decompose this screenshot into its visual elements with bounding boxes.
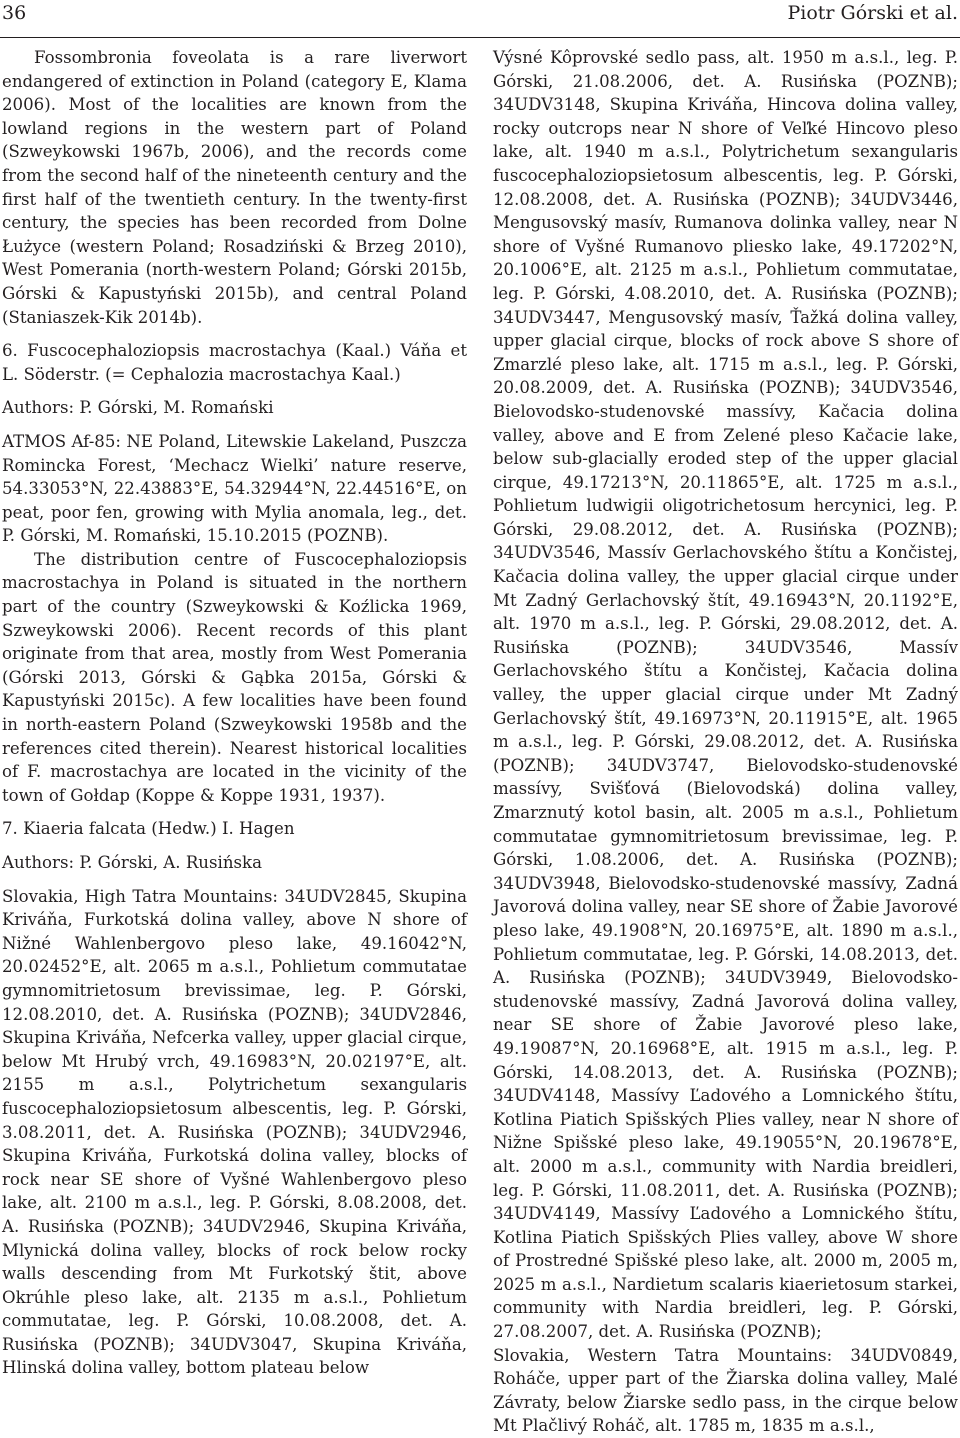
section-6-record: ATMOS Af-85: NE Poland, Litewskie Lakeland, Puszcza Romincka Forest, ‘Mechacz Wielki’ nature reserve, 54.33053°N, 22.43883°E, 54.32944°N, 22.44516°E, on peat, poor fen, growing with Mylia anomala, leg., det. P. Górski, M. Romański, 15.10.2015 (POZNB). <box>2 431 467 546</box>
page-number: 36 <box>2 2 27 24</box>
header-rule <box>0 37 960 38</box>
section-6-discussion: The distribution centre of Fuscocephaloziopsis macrostachya in Poland is situated in the northern part of the country (Szweykowski & Koźlicka 1969, Szweykowski 2006). Recent records of this plant originate from that area, mostly from West Pomerania (Górski 2013, Górski & Gąbka 2015a, Górski & Kapustyński 2015c). A few localities have been found in north-eastern Poland (Szweykowski 1958b and the references cited therein). Nearest historical localities of F. macrostachya are located in the vicinity of the town of Gołdap (Koppe & Koppe 1931, 1937). <box>2 549 467 805</box>
running-head: Piotr Górski et al. <box>787 2 958 24</box>
section-7-records-continued: Výsné Kôprovské sedlo pass, alt. 1950 m a.s.l., leg. P. Górski, 21.08.2006, det. A. Rusińska (POZNB); 34UDV3148, Skupina Kriváňa, Hincova dolina valley, rocky outcrops near N shore of Veľké Hincovo pleso lake, alt. 1940 m a.s.l., Polytrichetum sexangularis fuscocephaloziopsietosum albescentis, leg. P. Górski, 12.08.2008, det. A. Rusińska (POZNB); 34UDV3446, Mengusovský masív, Rumanova dolinka valley, near N shore of Vyšné Rumanovo pliesko lake, 49.17202°N, 20.1006°E, alt. 2125 m a.s.l., Pohlietum commutatae, leg. P. Górski, 4.08.2010, det. A. Rusińska (POZNB); 34UDV3447, Mengusovský masív, Ťažká dolina valley, upper glacial cirque, blocks of rock above S shore of Zmarzlé pleso lake, alt. 1715 m a.s.l., leg. P. Górski, 20.08.2009, det. A. Rusińska (POZNB); 34UDV3546, Bielovodsko-studenovské massívy, Kačacia dolina valley, above and E from Zelené pleso Kačacie lake, below sub-glacially eroded step of the upper glacial cirque, 49.17213°N, 20.11865°E, alt. 1725 m a.s.l., Pohlietum ludwigii oligotrichetosum hercynici, leg. P. Górski, 29.08.2012, det. A. Rusińska (POZNB); 34UDV3546, Massív Gerlachovského štítu a Končistej, Kačacia dolina valley, the upper glacial cirque under Mt Zadný Gerlachovský štít, 49.16943°N, 20.1192°E, alt. 1970 m a.s.l., leg. P. Górski, 29.08.2012, det. A. Rusińska (POZNB); 34UDV3546, Massív Gerlachovského štítu a Končistej, Kačacia dolina valley, the upper glacial cirque under Mt Zadný Gerlachovský štít, 49.16973°N, 20.11915°E, alt. 1965 m a.s.l., leg. P. Górski, 29.08.2012, det. A. Rusińska (POZNB); 34UDV3747, Bielovodsko-studenovské massívy, Svišťová (Bielovodská) dolina valley, Zmarznutý kotol basin, alt. 2005 m a.s.l., Pohlietum commutatae gymnomitrietosum brevissimae, leg. P. Górski, 1.08.2006, det. A. Rusińska (POZNB); 34UDV3948, Bielovodsko-studenovské massívy, Zadná Javorová dolina valley, near SE shore of Žabie Javorové pleso lake, 49.1908°N, 20.16975°E, alt. 1890 m a.s.l., Pohlietum commutatae, leg. P. Górski, 14.08.2013, det. A. Rusińska (POZNB); 34UDV3949, Bielovodsko-studenovské massívy, Zadná Javorová dolina valley, near SE shore of Žabie Javorové pleso lake, 49.19087°N, 20.16968°E, alt. 1915 m a.s.l., leg. P. Górski, 14.08.2013, det. A. Rusińska (POZNB); 34UDV4148, Massívy Ľadového a Lomnického štítu, Kotlina Piatich Spišských Plies valley, near N shore of Nižne Spišské pleso lake, 49.19055°N, 20.19678°E, alt. 2000 m a.s.l., community with Nardia breidleri, leg. P. Górski, 11.08.2011, det. A. Rusińska (POZNB); 34UDV4149, Massívy Ľadového a Lomnického štítu, Kotlina Piatich Spišských Plies valley, above W shore of Prostredné Spišské pleso lake, alt. 2000 m, 2005 m, 2025 m a.s.l., Nardietum scalaris kiaerietosum starkei, community with Nardia breidleri, leg. P. Górski, 27.08.2007, det. A. Rusińska (POZNB); <box>493 48 958 1342</box>
right-column <box>493 46 958 1438</box>
section-6-heading: 6. Fuscocephaloziopsis macrostachya (Kaal.) Váňa et L. Söderstr. (= Cephalozia macrostachya Kaal.) <box>2 341 467 384</box>
intro-paragraph: Fossombronia foveolata is a rare liverwort endangered of extinction in Poland (category E, Klama 2006). Most of the localities are known from the lowland regions in the western part of Poland (Szweykowski 1967b, 2006), and the records come from the second half of the nineteenth century and the first half of the twentieth century. In the twenty-first century, the species has been recorded from Dolne Łużyce (western Poland; Rosadziński & Brzeg 2010), West Pomerania (north-western Poland; Górski 2015b, Górski & Kapustyński 2015b), and central Poland (Staniaszek-Kik 2014b). <box>2 48 467 327</box>
section-7-western-tatra-records: Slovakia, Western Tatra Mountains: 34UDV0849, Roháče, upper part of the Žiarska dolina valley, Malé Závraty, below Žiarske sedlo pass, in the cirque below Mt Plačlivý Roháč, alt. 1785 m, 1835 m a.s.l., <box>493 1345 958 1436</box>
page-header <box>0 0 960 40</box>
section-7-heading: 7. Kiaeria falcata (Hedw.) I. Hagen <box>2 819 295 839</box>
section-7-authors: Authors: P. Górski, A. Rusińska <box>2 853 262 872</box>
left-column <box>2 46 467 1380</box>
section-6-authors: Authors: P. Górski, M. Romański <box>2 398 274 418</box>
section-7-records: Slovakia, High Tatra Mountains: 34UDV2845, Skupina Kriváňa, Furkotská dolina valley, above N shore of Nižné Wahlenbergovo pleso lake, 49.16042°N, 20.02452°E, alt. 2065 m a.s.l., Pohlietum commutatae gymnomitrietosum brevissimae, leg. P. Górski, 12.08.2010, det. A. Rusińska (POZNB); 34UDV2846, Skupina Kriváňa, Nefcerka valley, upper glacial cirque, below Mt Hrubý vrch, 49.16983°N, 20.02197°E, alt. 2155 m a.s.l., Polytrichetum sexangularis fuscocephaloziopsietosum albescentis, leg. P. Górski, 3.08.2011, det. A. Rusińska (POZNB); 34UDV2946, Skupina Kriváňa, Furkotská dolina valley, blocks of rock near SE shore of Vyšné Wahlenbergovo pleso lake, alt. 2100 m a.s.l., leg. P. Górski, 8.08.2008, det. A. Rusińska (POZNB); 34UDV2946, Skupina Kriváňa, Mlynická dolina valley, blocks of rock below rocky walls descending from Mt Furkotský štit, above Okrúhle pleso lake, alt. 2135 m a.s.l., Pohlietum commutatae, leg. P. Górski, 10.08.2008, det. A. Rusińska (POZNB); 34UDV3047, Skupina Kriváňa, Hlinská dolina valley, bottom plateau below <box>2 886 467 1378</box>
